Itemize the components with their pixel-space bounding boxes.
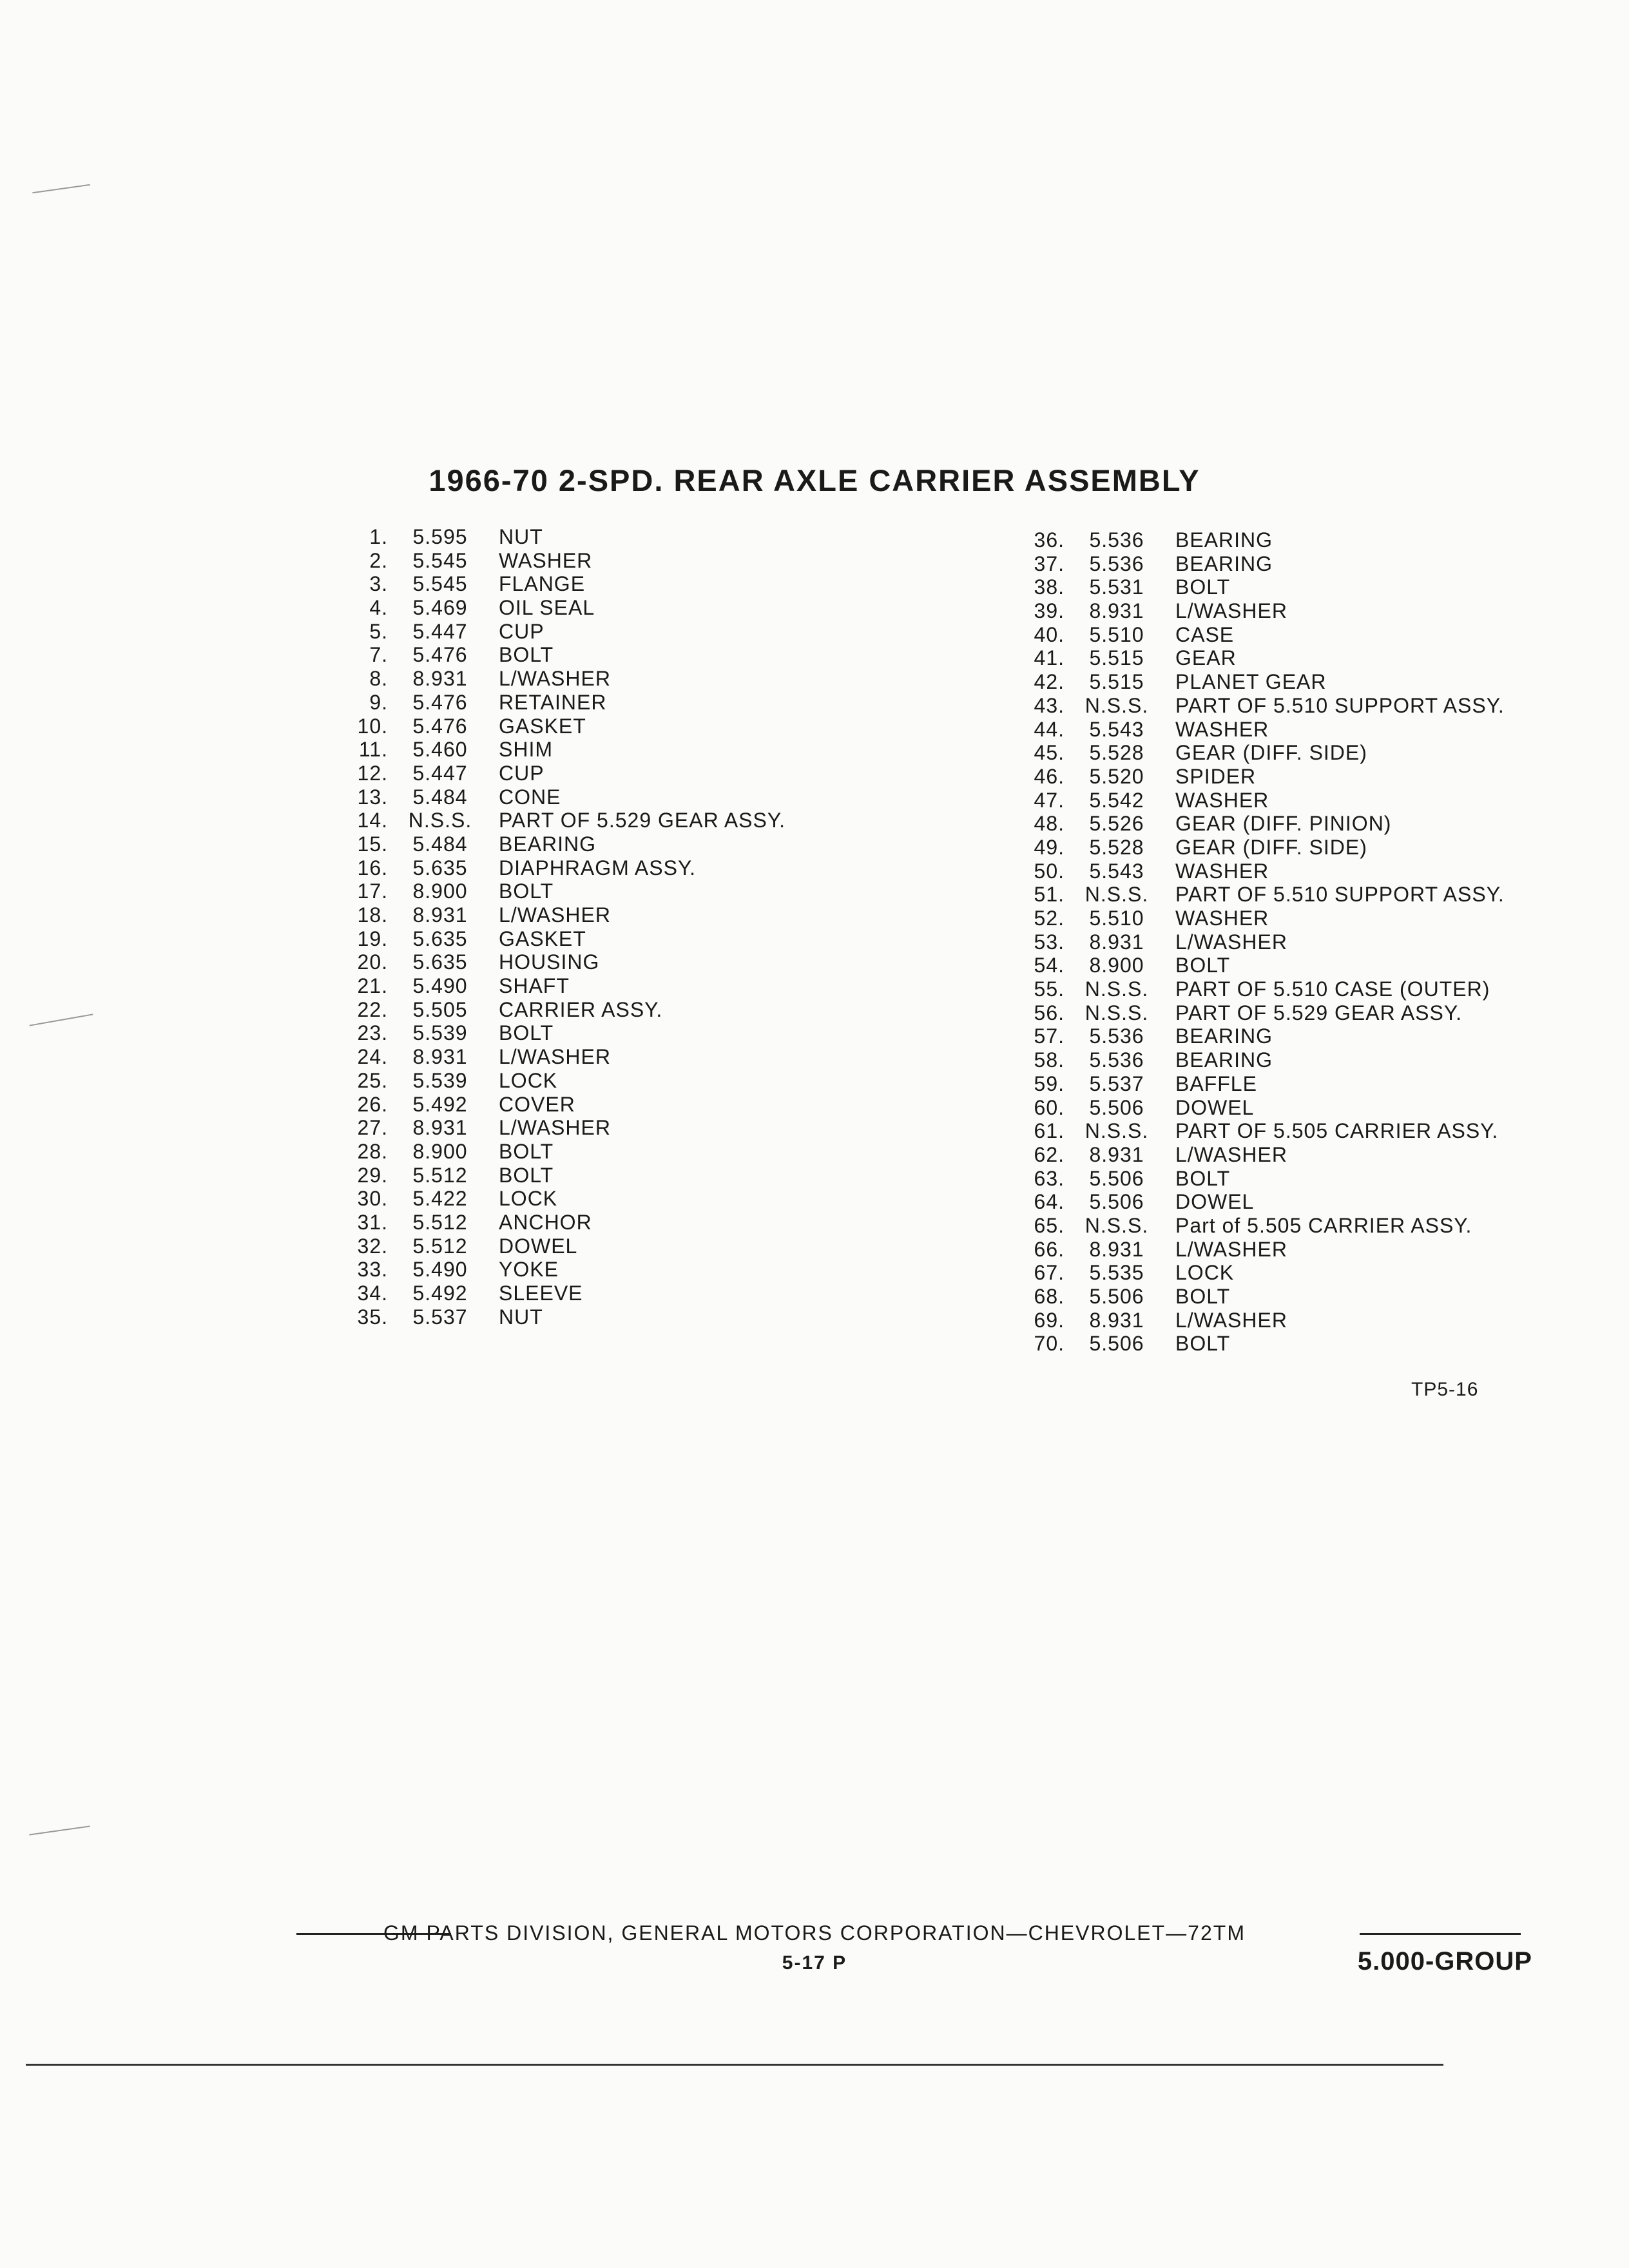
parts-row: [335, 667, 786, 691]
part-number: 5.545: [412, 548, 468, 572]
parts-row: [335, 1305, 786, 1329]
part-number: 5.531: [1089, 575, 1144, 599]
part-number: 5.490: [412, 1258, 468, 1282]
parts-row: [1012, 812, 1505, 836]
part-number: 5.539: [412, 1021, 468, 1045]
parts-row: [1012, 1119, 1505, 1143]
part-description: BOLT: [1175, 575, 1231, 599]
parts-row: [335, 715, 786, 738]
part-description: NUT: [499, 525, 543, 548]
part-number: 8.931: [412, 667, 468, 691]
item-number: 50.: [1034, 859, 1065, 883]
part-description: BOLT: [1175, 1285, 1231, 1308]
part-description: SPIDER: [1175, 764, 1257, 788]
part-description: GEAR (DIFF. PINION): [1175, 812, 1392, 836]
part-description: CUP: [499, 761, 545, 785]
part-description: BAFFLE: [1175, 1072, 1257, 1095]
parts-row: [335, 950, 786, 974]
item-number: 26.: [357, 1092, 388, 1116]
part-number: 5.476: [412, 714, 468, 738]
item-number: 13.: [357, 785, 388, 809]
parts-row: [335, 1258, 786, 1282]
item-number: 60.: [1034, 1095, 1065, 1119]
part-description: CARRIER ASSY.: [499, 997, 663, 1021]
part-description: L/WASHER: [1175, 1237, 1287, 1261]
item-number: 12.: [357, 761, 388, 785]
item-number: 8.: [369, 667, 388, 691]
item-number: 52.: [1034, 907, 1065, 930]
item-number: 68.: [1034, 1285, 1065, 1308]
scan-mark: [29, 1825, 90, 1835]
item-number: 5.: [369, 619, 388, 643]
part-number: 8.931: [1089, 1237, 1144, 1261]
item-number: 67.: [1034, 1261, 1065, 1285]
part-number: 5.543: [1089, 859, 1144, 883]
scan-mark: [30, 1014, 93, 1026]
part-description: WASHER: [1175, 907, 1269, 930]
part-description: L/WASHER: [499, 667, 611, 691]
item-number: 24.: [357, 1045, 388, 1069]
item-number: 10.: [357, 714, 388, 738]
item-number: 28.: [357, 1139, 388, 1163]
part-description: L/WASHER: [499, 1045, 611, 1069]
parts-row: [1012, 694, 1505, 718]
item-number: 27.: [357, 1116, 388, 1140]
item-number: 29.: [357, 1163, 388, 1187]
item-number: 54.: [1034, 954, 1065, 977]
footer-division: GM PARTS DIVISION, GENERAL MOTORS CORPORATION—CHEVROLET—72TM: [383, 1921, 1246, 1945]
part-number: 5.535: [1089, 1261, 1144, 1285]
part-number: 5.422: [412, 1187, 468, 1211]
parts-row: [335, 1187, 786, 1211]
part-number: 5.536: [1089, 552, 1144, 575]
part-description: PART OF 5.510 SUPPORT ASSY.: [1175, 883, 1505, 907]
parts-row: [335, 785, 786, 809]
item-number: 58.: [1034, 1048, 1065, 1072]
part-number: N.S.S.: [1084, 693, 1149, 717]
item-number: 19.: [357, 927, 388, 950]
parts-list-right: [1012, 528, 1505, 1356]
part-description: L/WASHER: [1175, 599, 1287, 623]
part-number: 5.528: [1089, 741, 1144, 765]
part-description: SHAFT: [499, 974, 570, 998]
item-number: 69.: [1034, 1308, 1065, 1332]
parts-row: [1012, 1048, 1505, 1072]
part-description: WASHER: [499, 548, 593, 572]
parts-row: [335, 1211, 786, 1235]
part-description: L/WASHER: [499, 903, 611, 927]
parts-row: [1012, 883, 1505, 907]
scan-mark: [32, 184, 90, 194]
parts-row: [1012, 1238, 1505, 1262]
parts-row: [1012, 670, 1505, 694]
parts-row: [335, 572, 786, 596]
item-number: 39.: [1034, 599, 1065, 623]
item-number: 46.: [1034, 764, 1065, 788]
item-number: 2.: [369, 548, 388, 572]
item-number: 62.: [1034, 1142, 1065, 1166]
item-number: 63.: [1034, 1166, 1065, 1190]
part-number: 5.510: [1089, 622, 1144, 646]
item-number: 47.: [1034, 788, 1065, 812]
parts-row: [335, 856, 786, 880]
part-number: 5.512: [412, 1210, 468, 1234]
part-description: CONE: [499, 785, 561, 809]
parts-row: [335, 525, 786, 549]
part-description: GASKET: [499, 927, 586, 950]
parts-row: [335, 1045, 786, 1069]
parts-row: [335, 974, 786, 998]
part-number: N.S.S.: [1084, 1119, 1149, 1143]
part-description: BOLT: [499, 1021, 554, 1045]
part-description: NUT: [499, 1305, 543, 1329]
part-number: 5.536: [1089, 528, 1144, 552]
item-number: 41.: [1034, 646, 1065, 670]
parts-row: [335, 549, 786, 573]
part-number: 5.542: [1089, 788, 1144, 812]
part-number: N.S.S.: [1084, 883, 1149, 907]
item-number: 34.: [357, 1282, 388, 1305]
parts-row: [1012, 1143, 1505, 1167]
parts-row: [335, 903, 786, 927]
item-number: 14.: [357, 809, 388, 832]
part-number: 5.476: [412, 643, 468, 667]
item-number: 66.: [1034, 1237, 1065, 1261]
part-number: 5.537: [412, 1305, 468, 1329]
group-label: 5.000-GROUP: [1357, 1947, 1532, 1975]
item-number: 56.: [1034, 1001, 1065, 1024]
parts-row: [1012, 623, 1505, 647]
parts-row: [1012, 1309, 1505, 1332]
item-number: 32.: [357, 1234, 388, 1258]
part-description: PART OF 5.505 CARRIER ASSY.: [1175, 1119, 1499, 1143]
part-number: 8.900: [1089, 954, 1144, 977]
parts-row: [1012, 552, 1505, 576]
part-number: 5.492: [412, 1282, 468, 1305]
item-number: 4.: [369, 596, 388, 620]
part-description: L/WASHER: [1175, 930, 1287, 954]
part-number: 5.512: [412, 1234, 468, 1258]
parts-row: [335, 809, 786, 832]
part-description: LOCK: [1175, 1261, 1235, 1285]
part-description: BOLT: [499, 1163, 554, 1187]
part-number: 5.484: [412, 785, 468, 809]
parts-row: [1012, 1072, 1505, 1096]
parts-row: [1012, 977, 1505, 1001]
part-description: WASHER: [1175, 717, 1269, 741]
parts-row: [335, 643, 786, 667]
item-number: 22.: [357, 997, 388, 1021]
part-description: BOLT: [1175, 954, 1231, 977]
part-number: 5.506: [1089, 1190, 1144, 1214]
item-number: 15.: [357, 832, 388, 856]
parts-row: [1012, 528, 1505, 552]
item-number: 53.: [1034, 930, 1065, 954]
part-description: LOCK: [499, 1187, 558, 1211]
part-description: GEAR: [1175, 646, 1237, 670]
part-description: BEARING: [1175, 1024, 1273, 1048]
part-description: BOLT: [499, 643, 554, 667]
item-number: 36.: [1034, 528, 1065, 552]
part-description: ANCHOR: [499, 1210, 592, 1234]
item-number: 43.: [1034, 693, 1065, 717]
part-number: 8.900: [412, 1139, 468, 1163]
part-description: PART OF 5.529 GEAR ASSY.: [1175, 1001, 1462, 1024]
part-description: FLANGE: [499, 572, 586, 596]
part-number: 5.528: [1089, 835, 1144, 859]
item-number: 23.: [357, 1021, 388, 1045]
part-description: CASE: [1175, 622, 1235, 646]
item-number: 61.: [1034, 1119, 1065, 1143]
part-number: 5.505: [412, 997, 468, 1021]
part-number: 5.447: [412, 619, 468, 643]
item-number: 3.: [369, 572, 388, 596]
part-description: PART OF 5.510 CASE (OUTER): [1175, 977, 1490, 1001]
item-number: 17.: [357, 879, 388, 903]
part-description: OIL SEAL: [499, 596, 595, 620]
part-description: CUP: [499, 619, 545, 643]
parts-row: [1012, 860, 1505, 883]
parts-row: [335, 1116, 786, 1140]
item-number: 9.: [369, 690, 388, 714]
part-description: RETAINER: [499, 690, 607, 714]
parts-row: [1012, 741, 1505, 765]
part-number: 8.931: [412, 1116, 468, 1140]
parts-row: [1012, 599, 1505, 623]
parts-row: [335, 762, 786, 785]
part-number: 5.512: [412, 1163, 468, 1187]
part-number: 5.539: [412, 1068, 468, 1092]
item-number: 48.: [1034, 812, 1065, 836]
part-number: 5.506: [1089, 1332, 1144, 1356]
part-number: N.S.S.: [1084, 1213, 1149, 1237]
part-number: 5.635: [412, 856, 468, 879]
parts-row: [335, 832, 786, 856]
part-number: 5.635: [412, 927, 468, 950]
item-number: 70.: [1034, 1332, 1065, 1356]
part-description: COVER: [499, 1092, 575, 1116]
part-number: 5.536: [1089, 1048, 1144, 1072]
item-number: 40.: [1034, 622, 1065, 646]
part-description: BOLT: [1175, 1166, 1231, 1190]
part-number: 5.545: [412, 572, 468, 596]
part-description: L/WASHER: [499, 1116, 611, 1140]
part-number: 5.506: [1089, 1095, 1144, 1119]
item-number: 30.: [357, 1187, 388, 1211]
parts-row: [1012, 1190, 1505, 1214]
footer-rule-right: [1360, 1933, 1521, 1935]
item-number: 55.: [1034, 977, 1065, 1001]
item-number: 35.: [357, 1305, 388, 1329]
parts-row: [1012, 646, 1505, 670]
part-number: 5.536: [1089, 1024, 1144, 1048]
part-description: SLEEVE: [499, 1282, 583, 1305]
item-number: 21.: [357, 974, 388, 998]
part-description: Part of 5.505 CARRIER ASSY.: [1175, 1213, 1472, 1237]
part-description: PLANET GEAR: [1175, 670, 1327, 694]
parts-row: [1012, 1001, 1505, 1025]
part-number: 5.526: [1089, 812, 1144, 836]
part-number: 5.595: [412, 525, 468, 548]
part-number: 8.900: [412, 879, 468, 903]
part-number: 5.490: [412, 974, 468, 998]
part-number: 8.931: [1089, 599, 1144, 623]
part-number: 5.460: [412, 738, 468, 762]
parts-row: [1012, 789, 1505, 812]
part-description: BOLT: [499, 1139, 554, 1163]
part-description: BEARING: [1175, 528, 1273, 552]
item-number: 64.: [1034, 1190, 1065, 1214]
part-number: N.S.S.: [408, 809, 472, 832]
part-description: WASHER: [1175, 859, 1269, 883]
parts-row: [1012, 575, 1505, 599]
part-number: N.S.S.: [1084, 977, 1149, 1001]
part-number: 5.476: [412, 690, 468, 714]
parts-row: [335, 1093, 786, 1117]
parts-row: [335, 738, 786, 762]
item-number: 31.: [357, 1210, 388, 1234]
part-description: DOWEL: [499, 1234, 578, 1258]
parts-row: [335, 927, 786, 951]
part-number: 5.515: [1089, 646, 1144, 670]
part-description: DOWEL: [1175, 1190, 1255, 1214]
item-number: 20.: [357, 950, 388, 974]
part-description: GASKET: [499, 714, 586, 738]
part-number: 5.506: [1089, 1166, 1144, 1190]
parts-row: [1012, 954, 1505, 977]
page-title: 1966-70 2-SPD. REAR AXLE CARRIER ASSEMBLY: [429, 463, 1200, 497]
part-number: 5.492: [412, 1092, 468, 1116]
part-description: LOCK: [499, 1068, 558, 1092]
part-number: 8.931: [412, 1045, 468, 1069]
parts-row: [335, 1069, 786, 1093]
part-description: PART OF 5.529 GEAR ASSY.: [499, 809, 786, 832]
item-number: 49.: [1034, 835, 1065, 859]
part-description: L/WASHER: [1175, 1142, 1287, 1166]
item-number: 38.: [1034, 575, 1065, 599]
item-number: 7.: [369, 643, 388, 667]
item-number: 51.: [1034, 883, 1065, 907]
part-number: 5.520: [1089, 764, 1144, 788]
item-number: 18.: [357, 903, 388, 927]
part-description: YOKE: [499, 1258, 559, 1282]
parts-row: [1012, 1024, 1505, 1048]
item-number: 42.: [1034, 670, 1065, 694]
part-description: L/WASHER: [1175, 1308, 1287, 1332]
part-description: BEARING: [1175, 552, 1273, 575]
item-number: 45.: [1034, 741, 1065, 765]
item-number: 65.: [1034, 1213, 1065, 1237]
part-number: 8.931: [1089, 1308, 1144, 1332]
part-number: 5.510: [1089, 907, 1144, 930]
part-number: 5.515: [1089, 670, 1144, 694]
parts-row: [1012, 930, 1505, 954]
part-number: 8.931: [1089, 930, 1144, 954]
parts-row: [1012, 718, 1505, 742]
part-number: 5.543: [1089, 717, 1144, 741]
parts-row: [335, 620, 786, 644]
part-description: BEARING: [1175, 1048, 1273, 1072]
parts-row: [1012, 1285, 1505, 1309]
part-description: SHIM: [499, 738, 553, 762]
parts-row: [335, 1282, 786, 1305]
part-number: N.S.S.: [1084, 1001, 1149, 1024]
bottom-rule: [26, 2064, 1443, 2066]
reference-code: TP5-16: [1411, 1379, 1479, 1400]
part-number: 5.635: [412, 950, 468, 974]
page-number: 5-17 P: [782, 1952, 847, 1974]
item-number: 37.: [1034, 552, 1065, 575]
part-description: PART OF 5.510 SUPPORT ASSY.: [1175, 693, 1505, 717]
item-number: 59.: [1034, 1072, 1065, 1095]
item-number: 44.: [1034, 717, 1065, 741]
parts-row: [335, 1235, 786, 1258]
part-number: 5.469: [412, 596, 468, 620]
part-description: BEARING: [499, 832, 597, 856]
part-description: WASHER: [1175, 788, 1269, 812]
parts-list-left: [335, 525, 786, 1329]
parts-row: [335, 1140, 786, 1164]
part-description: DOWEL: [1175, 1095, 1255, 1119]
parts-row: [335, 1021, 786, 1045]
part-number: 8.931: [412, 903, 468, 927]
parts-row: [335, 998, 786, 1022]
parts-row: [335, 596, 786, 620]
item-number: 33.: [357, 1258, 388, 1282]
part-description: BOLT: [499, 879, 554, 903]
item-number: 25.: [357, 1068, 388, 1092]
parts-row: [1012, 1332, 1505, 1356]
parts-row: [1012, 1167, 1505, 1191]
item-number: 11.: [358, 738, 388, 762]
parts-row: [1012, 1214, 1505, 1238]
part-number: 5.447: [412, 761, 468, 785]
part-number: 5.506: [1089, 1285, 1144, 1308]
item-number: 16.: [357, 856, 388, 879]
part-number: 5.537: [1089, 1072, 1144, 1095]
part-description: BOLT: [1175, 1332, 1231, 1356]
parts-row: [1012, 836, 1505, 860]
parts-row: [1012, 765, 1505, 789]
parts-row: [335, 691, 786, 715]
parts-row: [335, 879, 786, 903]
part-description: GEAR (DIFF. SIDE): [1175, 741, 1367, 765]
part-description: HOUSING: [499, 950, 600, 974]
parts-row: [1012, 1261, 1505, 1285]
parts-row: [1012, 1096, 1505, 1120]
part-description: DIAPHRAGM ASSY.: [499, 856, 697, 879]
item-number: 1.: [369, 525, 388, 548]
item-number: 57.: [1034, 1024, 1065, 1048]
part-description: GEAR (DIFF. SIDE): [1175, 835, 1367, 859]
part-number: 8.931: [1089, 1142, 1144, 1166]
parts-row: [1012, 907, 1505, 930]
part-number: 5.484: [412, 832, 468, 856]
parts-row: [335, 1164, 786, 1187]
